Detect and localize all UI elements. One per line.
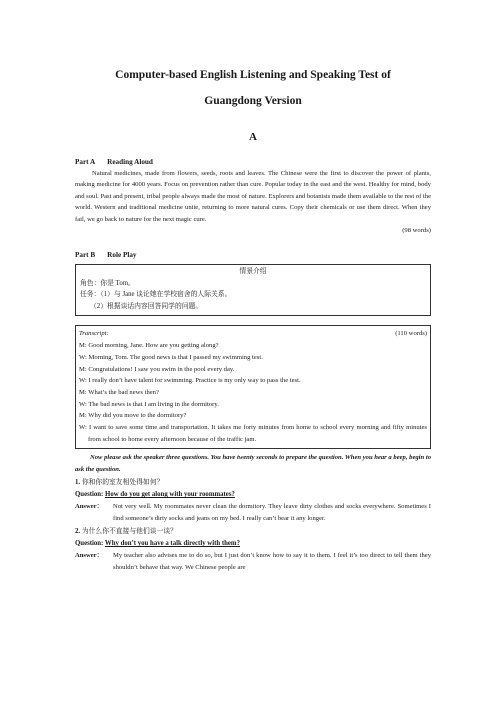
passage-word-count: (98 words): [402, 227, 431, 235]
transcript-line-last: W: I want to save some time and transportation. It takes me forty minutes from home to school every morning and fifty minutes from school to home every afternoon because of the traffic jam.: [79, 424, 427, 443]
question-1-chinese: [75, 477, 431, 489]
question-1-chinese-text: 你和你的室友相处得如何？: [81, 479, 164, 487]
document-title-line-1: Computer-based English Listening and Speaking Test of: [115, 69, 391, 81]
transcript-line: M: What’s the bad news then?: [79, 388, 159, 396]
reading-passage: [75, 168, 431, 225]
passage-line: discover the power of plants, making medicine for 4000 years. Focus on prevention rather than: [75, 170, 431, 189]
question-2-chinese-text: 为什么你不直接与他们谈一谈？: [81, 528, 177, 536]
answer-2-label: Answer：: [75, 552, 104, 560]
section-heading: A: [249, 131, 257, 143]
passage-line: their chemicals or use them direct. When they fail, we go back to nature for the next magic cure.: [75, 204, 431, 223]
scenario-role: 角色：你是 Tom。: [80, 279, 135, 287]
question-2-english: [75, 538, 431, 550]
transcript-header: [79, 328, 427, 340]
answer-1-text: Not very well. My roommates never clean the dormitory. They leave dirty clothes and socks everywhere. Sometimes I find someone’s dirty socks and jeans on my bed. I really can’t bear it any longer.: [113, 503, 431, 523]
question-1-english: [75, 489, 431, 501]
transcript-word-count: (110 words): [395, 330, 427, 338]
part-a-number: Part A: [75, 158, 96, 166]
role-play-instruction: Now please ask the speaker three questions. You have twenty seconds to prepare the question. When you hear a beep, begin to ask the question.: [75, 454, 431, 474]
transcript-label: Transcript:: [79, 330, 109, 338]
passage-line: cure. Popular today in the east and the west. Healthy for mind, body and soul. Past and present,: [75, 181, 431, 200]
question-2-chinese: [75, 526, 431, 538]
part-b-name: Role Play: [107, 251, 137, 260]
scenario-task-2: （2）根据谈话内容回答同学的问题。: [90, 302, 203, 310]
answer-2: [75, 550, 431, 574]
transcript-line: M: Why did you move to the dormitory?: [79, 412, 187, 420]
answer-1-label: Answer：: [75, 503, 104, 511]
document-title-line-2: Guangdong Version: [204, 95, 302, 107]
answer-2-text: My teacher also advises me to do so, but I just don’t know how to say it to them. I feel it’s too direct to tell them they shouldn’t behave that way. We Chinese people are: [113, 552, 431, 572]
transcript-line: W: I really don’t have talent for swimming. Practice is my only way to pass the test.: [79, 377, 301, 385]
question-2-number: 2.: [75, 528, 81, 536]
transcript-line: M: Good morning, Jane. How are you getting along?: [79, 342, 219, 350]
question-1-number: 1.: [75, 479, 81, 487]
answer-1: [75, 501, 431, 525]
scenario-heading: 情景介绍: [239, 268, 267, 276]
transcript-line: W: Morning, Tom. The good news is that I passed my swimming test.: [79, 353, 263, 361]
scenario-task-1: 任务：（1）与 Jane 谈论她在学校宿舍的人际关系。: [80, 291, 232, 299]
transcript-box: [75, 325, 431, 449]
question-1-text: How do you get along with your roommates?: [105, 491, 235, 499]
passage-line: rest of the world. Western and traditional medicine unite, returning to more natural cures. Copy: [75, 192, 432, 212]
document-page: [75, 0, 431, 574]
part-b-label: [75, 250, 431, 260]
passage-line: tribal people always made the most of nature. Explorers and botanists made them available to the: [146, 192, 403, 200]
part-a-label: [75, 157, 431, 167]
question-2-label: Question:: [75, 540, 104, 548]
question-2-text: Why don’t you have a talk directly with them?: [104, 540, 240, 548]
transcript-line: W: The bad news is that I am living in the dormitory.: [79, 400, 219, 408]
part-b-number: Part B: [75, 251, 96, 260]
transcript-line: M: Congratulations! I saw you swim in the pool every day.: [79, 365, 235, 373]
passage-line: Natural medicines, made from flowers, seeds, roots and leaves. The Chinese were the first to: [92, 170, 349, 177]
part-a-name: Reading Aloud: [107, 158, 153, 166]
question-1-label: Question:: [75, 491, 104, 499]
scenario-box: [75, 264, 431, 316]
